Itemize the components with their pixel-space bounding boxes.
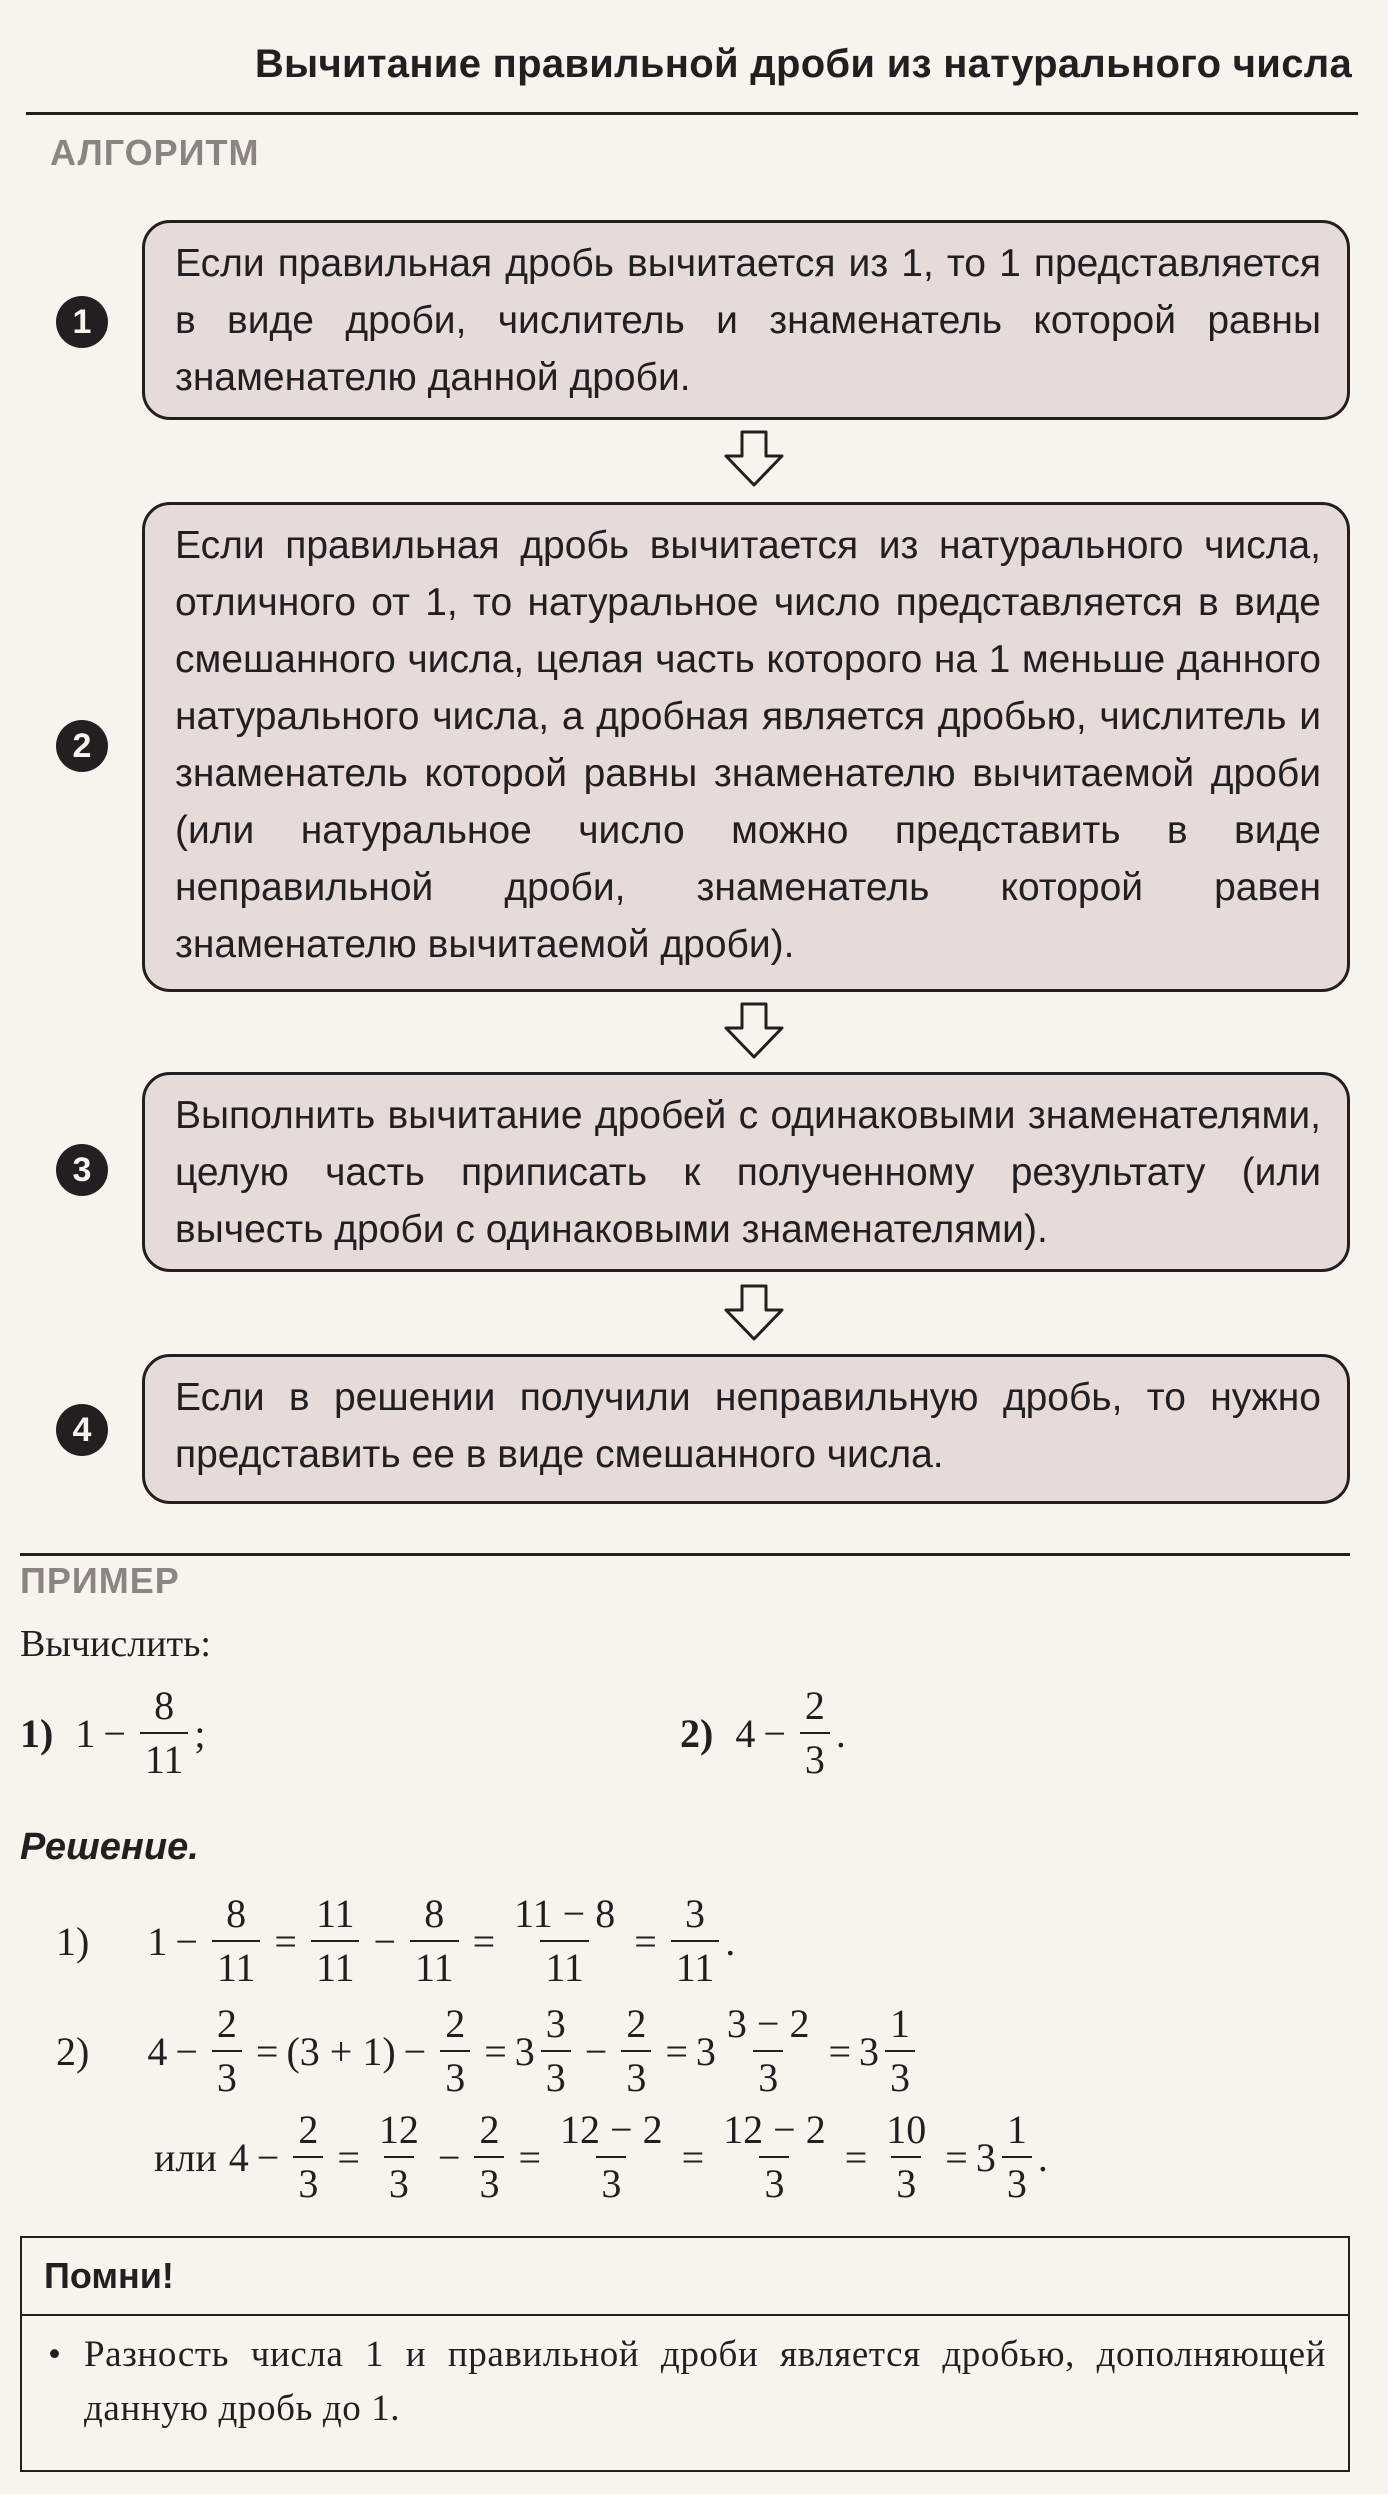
step-4-number: 4 xyxy=(56,1404,108,1456)
step-4-box: Если в решении получили неправильную дробь, то нужно представить ее в виде смешанного числа. xyxy=(142,1354,1350,1504)
solution-line-3: или 4 − $\frac{2}{3}$ = $\frac{12}{3}$ − $\frac{2}{3}$ = $\frac{12 - 2}{3}$ = $\frac{12 - 2}{3}$ = $\frac{10}{3}$ = 3 $\frac{1}{3}$ . xyxy=(154,2107,1048,2206)
minus-sign: − xyxy=(103,1710,126,1756)
example-2: 2) 4 − $\frac{2}{3}$ . xyxy=(680,1683,846,1782)
page-title: Вычитание правильной дроби из натурального числа xyxy=(254,42,1352,86)
step-3-number: 3 xyxy=(56,1144,108,1196)
algorithm-label: АЛГОРИТМ xyxy=(50,132,260,173)
example-2-label: 2) xyxy=(680,1710,714,1756)
solution-line-1: 1) 1 − $\frac{8}{11}$ = $\frac{11}{11}$ − $\frac{8}{11}$ = $\frac{11 - 8}{11}$ = $\frac{3}{11}$ . xyxy=(56,1891,736,1990)
example-1: 1) 1 − $\frac{8}{11}$ ; xyxy=(20,1683,206,1782)
remember-title: Помни! xyxy=(22,2238,1348,2316)
example-label: ПРИМЕР xyxy=(20,1560,180,1601)
step-1-number: 1 xyxy=(56,296,108,348)
step-1-box: Если правильная дробь вычитается из 1, то 1 представляется в виде дроби, числитель и знаменатель которой равны знаменателю данной дроби. xyxy=(142,220,1350,420)
section-divider xyxy=(20,1553,1350,1556)
step-2-number: 2 xyxy=(56,720,108,772)
down-arrow-icon xyxy=(722,430,786,488)
task-text: Вычислить: xyxy=(20,1623,211,1665)
minus-sign: − xyxy=(763,1710,786,1756)
remember-text: • Разность числа 1 и правильной дроби является дробью, дополняющей данную дробь до 1. xyxy=(22,2316,1348,2436)
example-1-minuend: 1 xyxy=(75,1710,96,1756)
fraction: $\frac{2}{3}$ xyxy=(800,1684,830,1782)
example-1-label: 1) xyxy=(20,1710,54,1756)
solution-line-2: 2) 4 − $\frac{2}{3}$ = (3 + 1) − $\frac{2}{3}$ = 3 $\frac{3}{3}$ − $\frac{2}{3}$ = 3 $\frac{3 - 2}{3}$ = 3 $\frac{1}{3}$ xyxy=(56,2002,921,2100)
step-3-box: Выполнить вычитание дробей с одинаковыми знаменателями, целую часть приписать к полученному результату (или вычесть дроби с одинаковыми знаменателями). xyxy=(142,1072,1350,1272)
fraction: $\frac{8}{11}$ xyxy=(140,1684,189,1782)
step-2-box: Если правильная дробь вычитается из натурального числа, отличного от 1, то натуральное число представляется в виде смешанного числа, целая часть которого на 1 меньше данного натурального числа, а дробная является дробью, числитель и знаменатель которой равны знаменателю вычитаемой дроби (или натуральное число можно представить в виде неправильной дроби, знаменатель которой равен знаменателю вычитаемой дроби). xyxy=(142,502,1350,992)
example-2-minuend: 4 xyxy=(735,1710,756,1756)
bullet-icon: • xyxy=(48,2334,62,2375)
down-arrow-icon xyxy=(722,1002,786,1060)
solution-label: Решение. xyxy=(20,1826,199,1868)
title-rule xyxy=(26,112,1358,115)
down-arrow-icon xyxy=(722,1284,786,1342)
remember-box xyxy=(20,2236,1350,2472)
